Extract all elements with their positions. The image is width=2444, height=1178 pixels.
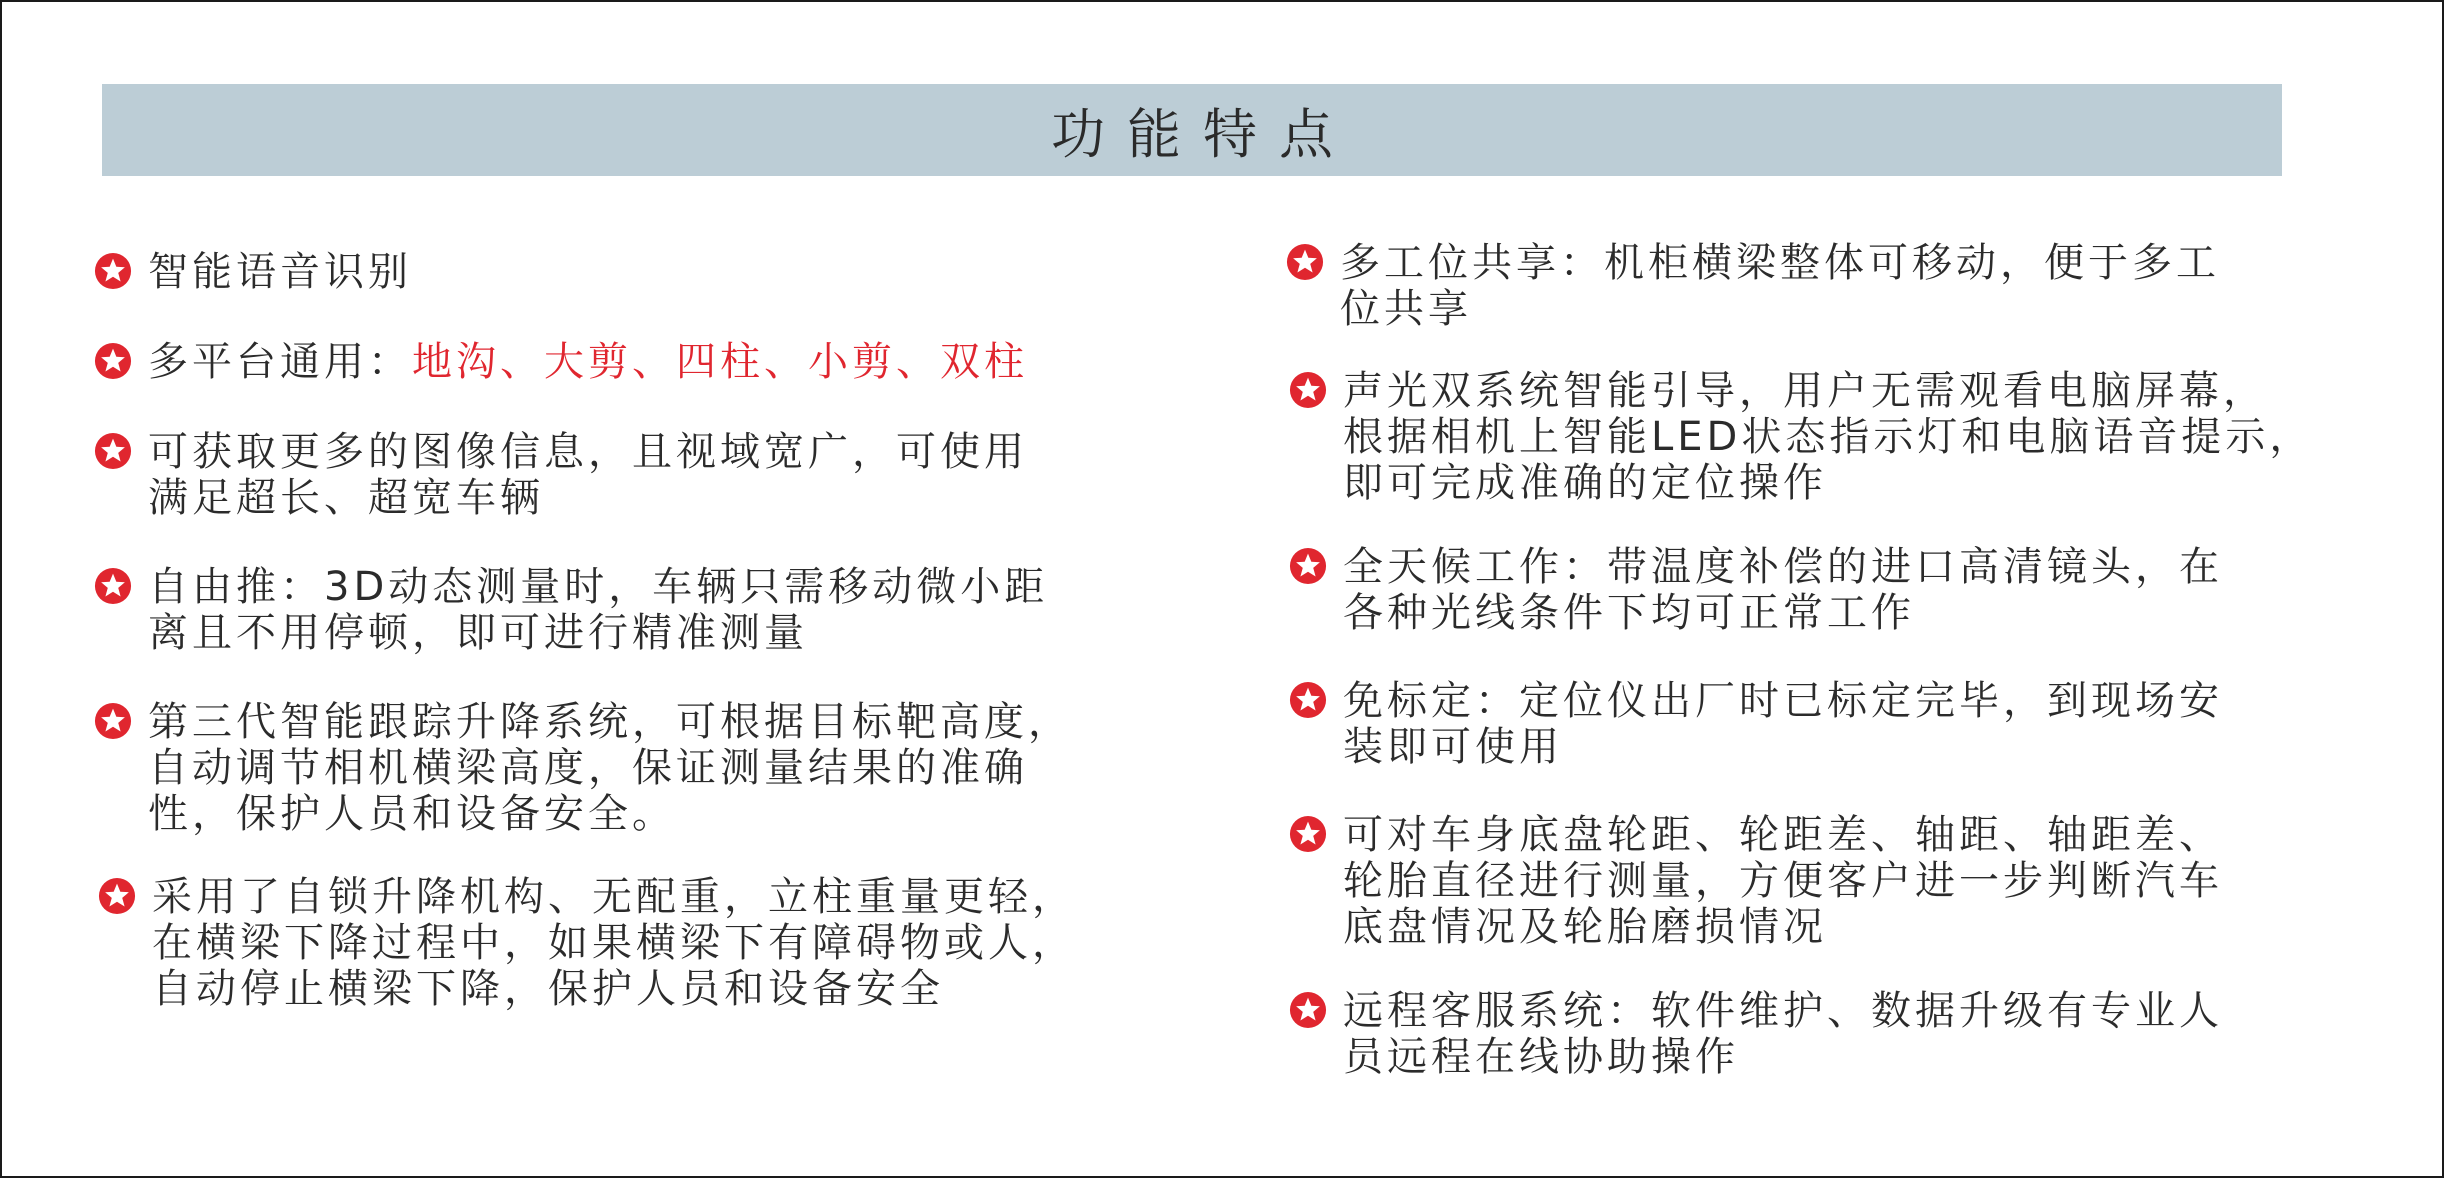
feature-item-voice bbox=[94, 249, 412, 295]
feature-item-all-weather bbox=[1289, 544, 2223, 636]
feature-text: 智能语音识别 bbox=[148, 249, 412, 295]
star-bullet-icon bbox=[1289, 991, 1327, 1029]
feature-item-platforms bbox=[94, 339, 1028, 385]
star-bullet-icon bbox=[1289, 681, 1327, 719]
star-bullet-icon bbox=[1289, 815, 1327, 853]
feature-item-multi-station bbox=[1286, 240, 2220, 332]
feature-text: 远程客服系统：软件维护、数据升级有专业人 员远程在线协助操作 bbox=[1343, 988, 2223, 1080]
feature-item-self-lock bbox=[98, 874, 1076, 1012]
feature-item-free-push bbox=[94, 564, 1048, 656]
title-bar bbox=[102, 84, 2282, 176]
star-bullet-icon bbox=[94, 432, 132, 470]
feature-text: 自由推：3D动态测量时，车辆只需移动微小距 离且不用停顿，即可进行精准测量 bbox=[148, 564, 1049, 656]
feature-text: 采用了自锁升降机构、无配重，立柱重量更轻， 在横梁下降过程中，如果横梁下有障碍物或人， 自动停止横梁下降，保护人员和设备安全 bbox=[152, 874, 1076, 1012]
feature-item-tracking-lift bbox=[94, 699, 1072, 837]
feature-item-chassis-measure bbox=[1289, 812, 2223, 950]
star-bullet-icon bbox=[94, 567, 132, 605]
feature-item-no-calibration bbox=[1289, 678, 2223, 770]
star-bullet-icon bbox=[98, 877, 136, 915]
feature-text: 免标定：定位仪出厂时已标定完毕，到现场安 装即可使用 bbox=[1343, 678, 2223, 770]
feature-text: 可获取更多的图像信息，且视域宽广，可使用 满足超长、超宽车辆 bbox=[148, 429, 1028, 521]
feature-text: 多工位共享：机柜横梁整体可移动，便于多工 位共享 bbox=[1340, 240, 2220, 332]
feature-text: 可对车身底盘轮距、轮距差、轴距、轴距差、 轮胎直径进行测量，方便客户进一步判断汽车 底盘情况及轮胎磨损情况 bbox=[1343, 812, 2223, 950]
feature-text: 声光双系统智能引导，用户无需观看电脑屏幕， 根据相机上智能LED状态指示灯和电脑语音提示， 即可完成准确的定位操作 bbox=[1343, 368, 2314, 506]
feature-item-remote-service bbox=[1289, 988, 2223, 1080]
feature-text bbox=[148, 339, 1028, 385]
feature-item-image-info bbox=[94, 429, 1028, 521]
feature-label: 多平台通用： bbox=[148, 339, 412, 385]
star-bullet-icon bbox=[94, 342, 132, 380]
feature-text: 全天候工作：带温度补偿的进口高清镜头，在 各种光线条件下均可正常工作 bbox=[1343, 544, 2223, 636]
star-bullet-icon bbox=[94, 252, 132, 290]
feature-text: 第三代智能跟踪升降系统，可根据目标靶高度， 自动调节相机横梁高度，保证测量结果的准确 性，保护人员和设备安全。 bbox=[148, 699, 1072, 837]
star-bullet-icon bbox=[1289, 547, 1327, 585]
star-bullet-icon bbox=[94, 702, 132, 740]
star-bullet-icon bbox=[1289, 371, 1327, 409]
page-title: 功能特点 bbox=[1051, 102, 1355, 166]
platform-list: 地沟、大剪、四柱、小剪、双柱 bbox=[412, 339, 1028, 385]
feature-item-guidance bbox=[1289, 368, 2313, 506]
star-bullet-icon bbox=[1286, 243, 1324, 281]
